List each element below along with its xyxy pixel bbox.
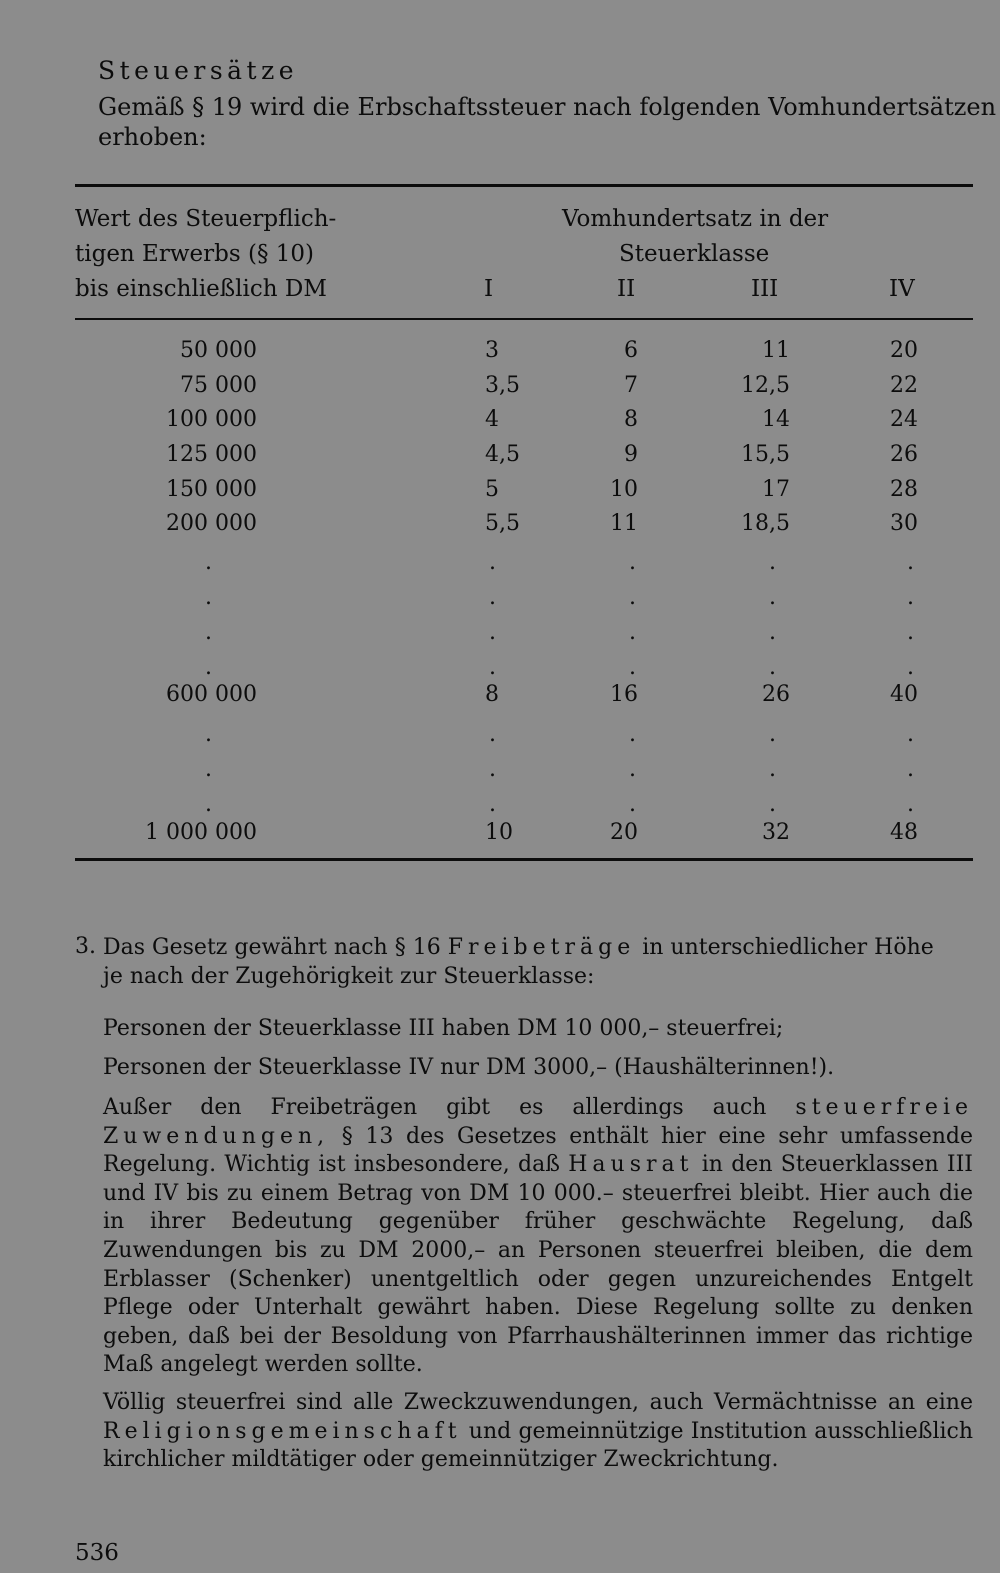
cell-rate: 3 — [485, 338, 499, 363]
cell-rate: 10 — [485, 820, 513, 845]
ellipsis-dot: . — [489, 792, 496, 817]
cell-rate: 4,5 — [485, 442, 520, 467]
ellipsis-dot: . — [205, 655, 212, 680]
header-line: bis einschließlich DM — [75, 276, 327, 302]
ellipsis-dot: . — [907, 585, 914, 610]
ellipsis-dot: . — [489, 722, 496, 747]
cell-rate: 18,5 — [741, 511, 790, 536]
ellipsis-dot: . — [907, 722, 914, 747]
paragraph-zweckzuwendungen — [103, 1389, 973, 1475]
cell-rate: 11 — [610, 511, 638, 536]
page-number: 536 — [75, 1540, 119, 1566]
text-run: und gemeinnützige Institution ausschließlich kirchlicher mildtätiger oder gemeinnütziger Zweckrichtung. — [103, 1418, 974, 1473]
cell-value-dm: 600 000 — [166, 682, 257, 707]
ellipsis-dot: . — [205, 792, 212, 817]
ellipsis-dot: . — [629, 655, 636, 680]
ellipsis-dot: . — [907, 757, 914, 782]
ellipsis-dot: . — [769, 585, 776, 610]
ellipsis-dot: . — [629, 722, 636, 747]
cell-value-dm: 125 000 — [166, 442, 257, 467]
cell-rate: 9 — [624, 442, 638, 467]
text-run: § 13 des Gesetzes enthält hier eine sehr umfassende Regelung. Wichtig ist insbesondere, daß — [103, 1123, 973, 1178]
paragraph-zuwendungen — [103, 1094, 973, 1380]
cell-rate: 12,5 — [741, 373, 790, 398]
ellipsis-dot: . — [907, 792, 914, 817]
ellipsis-dot: . — [907, 620, 914, 645]
class-header-iv: IV — [889, 276, 915, 302]
cell-rate: 30 — [890, 511, 918, 536]
class-header-ii: II — [617, 276, 636, 302]
cell-value-dm: 1 000 000 — [145, 820, 257, 845]
text-run: in unterschiedlicher Höhe — [642, 935, 934, 960]
class-header-i: I — [484, 276, 494, 302]
ellipsis-dot: . — [769, 655, 776, 680]
text-run: Das Gesetz gewährt nach § 16 — [103, 935, 441, 960]
text-run: Völlig steuerfrei sind alle Zweckzuwendungen, auch Vermächtnisse an eine — [103, 1390, 973, 1415]
table-header-group — [562, 202, 828, 272]
ellipsis-dot: . — [769, 550, 776, 575]
cell-rate: 22 — [890, 373, 918, 398]
text-run: je nach der Zugehörigkeit zur Steuerklasse: — [103, 963, 595, 989]
cell-rate: 26 — [762, 682, 790, 707]
cell-rate: 14 — [762, 407, 790, 432]
table-header-rule — [75, 318, 973, 320]
intro-text — [98, 92, 996, 152]
cell-value-dm: 100 000 — [166, 407, 257, 432]
ellipsis-dot: . — [629, 792, 636, 817]
header-line: tigen Erwerbs (§ 10) — [75, 241, 314, 267]
ellipsis-dot: . — [769, 722, 776, 747]
ellipsis-dot: . — [907, 655, 914, 680]
ellipsis-dot: . — [489, 550, 496, 575]
ellipsis-dot: . — [205, 620, 212, 645]
cell-rate: 24 — [890, 407, 918, 432]
ellipsis-dot: . — [769, 620, 776, 645]
ellipsis-dot: . — [907, 550, 914, 575]
cell-value-dm: 75 000 — [180, 373, 257, 398]
ellipsis-dot: . — [205, 722, 212, 747]
class-header-iii: III — [751, 276, 779, 302]
emphasis-spaced: steuerfreie Zuwendungen, — [103, 1095, 973, 1149]
cell-rate: 7 — [624, 373, 638, 398]
ellipsis-dot: . — [629, 585, 636, 610]
header-line: Wert des Steuerpflich- — [75, 206, 337, 232]
cell-rate: 32 — [762, 820, 790, 845]
cell-rate: 20 — [890, 338, 918, 363]
table-header-value-column — [75, 202, 336, 307]
cell-rate: 16 — [610, 682, 638, 707]
cell-rate: 11 — [762, 338, 790, 363]
text-run: in den Steuerklassen III und IV bis zu einem Betrag von DM 10 000.– steuerfrei bleibt. Hier auch die in ihrer Bedeutung gegenüber früher geschwächte Regelung, daß Zuwendungen bis zu DM 2000,– an Personen steuerfrei bleiben, die dem Erblasser (Schenker) unentgeltlich oder gegen unzureichendes Entgelt Pflege oder Unterhalt gewährt haben. Diese Regelung sollte zu denken geben, daß bei der Besoldung von Pfarrhaushälterinnen immer das richtige Maß angelegt werden sollte. — [103, 1152, 973, 1378]
header-line: Steuerklasse — [619, 241, 770, 267]
paragraph-class-iv: Personen der Steuerklasse IV nur DM 3000,– (Haushälterinnen!). — [103, 1055, 835, 1080]
emphasis-spaced: Religionsgemeinschaft — [103, 1418, 462, 1444]
ellipsis-dot: . — [769, 792, 776, 817]
cell-value-dm: 150 000 — [166, 477, 257, 502]
section-number: 3. — [75, 934, 96, 959]
cell-rate: 5,5 — [485, 511, 520, 536]
ellipsis-dot: . — [205, 550, 212, 575]
ellipsis-dot: . — [205, 585, 212, 610]
ellipsis-dot: . — [629, 757, 636, 782]
table-top-rule — [75, 184, 973, 187]
ellipsis-dot: . — [205, 757, 212, 782]
cell-rate: 17 — [762, 477, 790, 502]
cell-rate: 5 — [485, 477, 499, 502]
intro-line-1: Gemäß § 19 wird die Erbschaftssteuer nach folgenden Vomhundertsätzen — [98, 93, 997, 121]
cell-rate: 4 — [485, 407, 499, 432]
cell-rate: 3,5 — [485, 373, 520, 398]
section-heading: Steuersätze — [98, 56, 299, 85]
table-bottom-rule — [75, 858, 973, 861]
paragraph-freibetraege — [103, 934, 973, 991]
header-line: Vomhundertsatz in der — [562, 206, 829, 232]
cell-rate: 8 — [624, 407, 638, 432]
cell-rate: 15,5 — [741, 442, 790, 467]
emphasis-spaced: Freibeträge — [447, 935, 636, 960]
cell-rate: 40 — [890, 682, 918, 707]
emphasis-spaced: Hausrat — [568, 1152, 694, 1178]
cell-rate: 48 — [890, 820, 918, 845]
intro-line-2: erhoben: — [98, 123, 207, 151]
ellipsis-dot: . — [769, 757, 776, 782]
cell-rate: 20 — [610, 820, 638, 845]
cell-value-dm: 50 000 — [180, 338, 257, 363]
cell-rate: 26 — [890, 442, 918, 467]
ellipsis-dot: . — [629, 620, 636, 645]
ellipsis-dot: . — [489, 757, 496, 782]
ellipsis-dot: . — [489, 620, 496, 645]
cell-rate: 8 — [485, 682, 499, 707]
text-run: Außer den Freibeträgen gibt es allerdings auch — [103, 1095, 767, 1120]
cell-value-dm: 200 000 — [166, 511, 257, 536]
cell-rate: 10 — [610, 477, 638, 502]
ellipsis-dot: . — [629, 550, 636, 575]
cell-rate: 6 — [624, 338, 638, 363]
ellipsis-dot: . — [489, 655, 496, 680]
cell-rate: 28 — [890, 477, 918, 502]
paragraph-class-iii: Personen der Steuerklasse III haben DM 10 000,– steuerfrei; — [103, 1016, 784, 1041]
ellipsis-dot: . — [489, 585, 496, 610]
